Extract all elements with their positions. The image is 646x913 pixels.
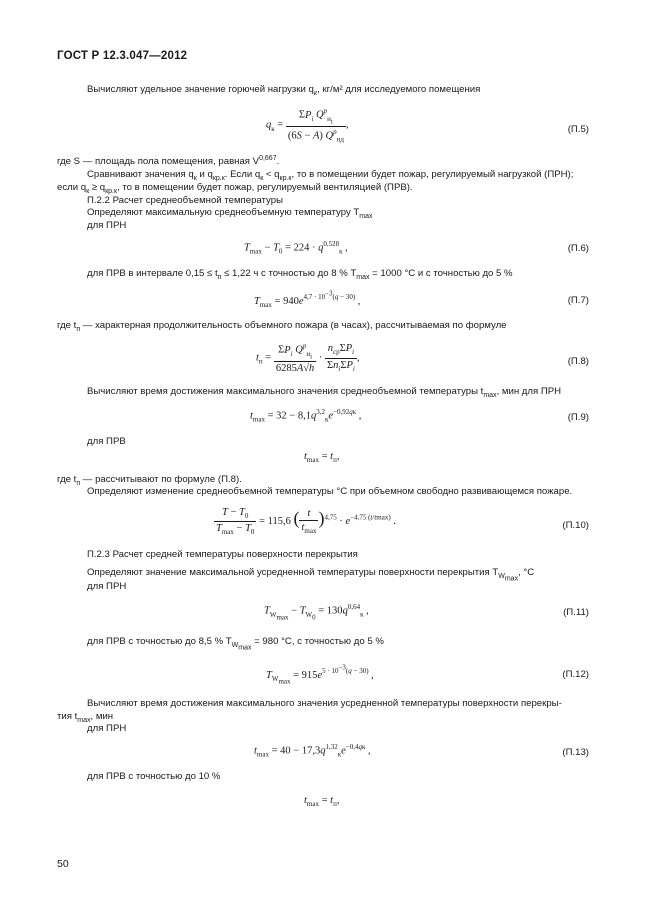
formula-tmax-tp: $t_{max} = t_п$,: [304, 451, 340, 465]
paragraph: где $t_п$ — характерная продолжительность объемного пожара (в часах), рассчитываемая по формуле: [57, 320, 507, 333]
equation-number: (П.10): [562, 520, 589, 531]
document-header: ГОСТ Р 12.3.047—2012: [57, 50, 188, 62]
formula-p13: $t_{max} = 40 - 17,3q^{1,32}_кe^{-0,4qк}$ ,: [254, 743, 371, 759]
paragraph: Вычисляют время достижения максимального значения усредненной температуры поверхности перекры-: [87, 698, 562, 709]
formula-p9: $t_{max} = 32 - 8,1q^{3,2}_кe^{-0,92qк}$ ,: [250, 408, 362, 424]
equation-number: (П.11): [563, 607, 589, 618]
paragraph: тия $t_{max}$, мин: [57, 711, 114, 724]
page-number: 50: [57, 858, 69, 870]
section-heading: П.2.3 Расчет средней температуры поверхности перекрытия: [87, 549, 358, 560]
paragraph: Вычисляют удельное значение горючей нагрузки $q_к$, кг/м² для исследуемого помещения: [87, 84, 481, 97]
equation-number: (П.6): [567, 243, 589, 254]
paragraph: если $q_к \ge q_{кр.к}$, то в помещении будет пожар, регулируемый вентиляцией (ПРВ).: [57, 182, 413, 195]
equation-number: (П.12): [562, 669, 589, 680]
paragraph: Определяют изменение среднеобъемной температуры °С при объемном свободно развивающемся пожаре.: [87, 486, 573, 497]
paragraph: Определяют максимальную среднеобъемную температуру $T_{max}$: [87, 207, 373, 220]
equation-number: (П.13): [562, 747, 589, 758]
equation-number: (П.5): [567, 124, 589, 135]
formula-tmax-tp-2: $t_{max} = t_п$,: [304, 795, 340, 809]
paragraph: Определяют значение максимальной усредненной температуры поверхности перекрытия $T_{W_{max}}$, °С: [87, 567, 535, 583]
formula-p7: $T_{max} = 940e^{4,7 \cdot 10^{-3}(q - 30)}$ ,: [254, 290, 361, 309]
paragraph: для ПРН: [87, 723, 127, 734]
paragraph: где S — площадь пола помещения, равная V$^{0,667}$.: [57, 155, 280, 168]
paragraph: для ПРН: [87, 581, 127, 592]
formula-p6: $T_{max} - T_0 = 224 \cdot q^{0,528}_к$ ,: [244, 240, 348, 256]
paragraph: для ПРВ: [87, 436, 126, 447]
paragraph: Вычисляют время достижения максимального значения среднеобъемной температуры $t_{max}$, мин для ПРН: [87, 386, 562, 399]
formula-p12: $T_{W_{max}} = 915e^{5 \cdot 10^{-3}(q - 30)}$ ,: [266, 664, 374, 686]
equation-number: (П.7): [567, 295, 589, 306]
section-heading: П.2.2 Расчет среднеобъемной температуры: [87, 195, 283, 206]
equation-number: (П.9): [567, 412, 589, 423]
paragraph: для ПРВ в интервале $0,15 \le t_п \le 1,22$ ч с точностью до 8 % $T_{max} = 1000$ °С и с точностью до 5 %: [87, 268, 513, 281]
paragraph: для ПРН: [87, 220, 127, 231]
paragraph: где $t_п$ — рассчитывают по формуле (П.8).: [57, 474, 242, 487]
paragraph: Сравнивают значения $q_к$ и $q_{кр.к}$. Если $q_к < q_{кр.к}$, то в помещении будет пожар, регулируемый нагрузкой (ПРН);: [87, 169, 574, 182]
formula-p10: $\frac{T - T_0}{T_{max} - T_0}$ = 115,6 ( $\frac{t}{t_{max}}$ )$^{4,75} \cdot e^{-4,75 (t/tmax)}$ .: [216, 507, 396, 537]
equation-number: (П.8): [567, 356, 589, 367]
formula-p8: $t_п$ = $\frac{\Sigma P_i Q^p_{н_i}}{6285A√h}$ · $\frac{n_{ср}\Sigma P_i}{\Sigma n_i\Sigma P_i}$ ,: [256, 342, 360, 374]
paragraph: для ПРВ с точностью до 10 %: [87, 771, 221, 782]
paragraph: для ПРВ с точностью до 8,5 % $T_{W_{max}} = 980$ °С, с точностью до 5 %: [87, 636, 384, 652]
formula-p11: $T_{W_{max}} - T_{W_0} = 130q^{0,64}_к$ ,: [264, 603, 369, 621]
formula-p5: $q_к$ = $\frac{\Sigma P_i Q^p_{н_i}}{(6S - A) Q^p_{нд}}$ ,: [266, 107, 349, 144]
